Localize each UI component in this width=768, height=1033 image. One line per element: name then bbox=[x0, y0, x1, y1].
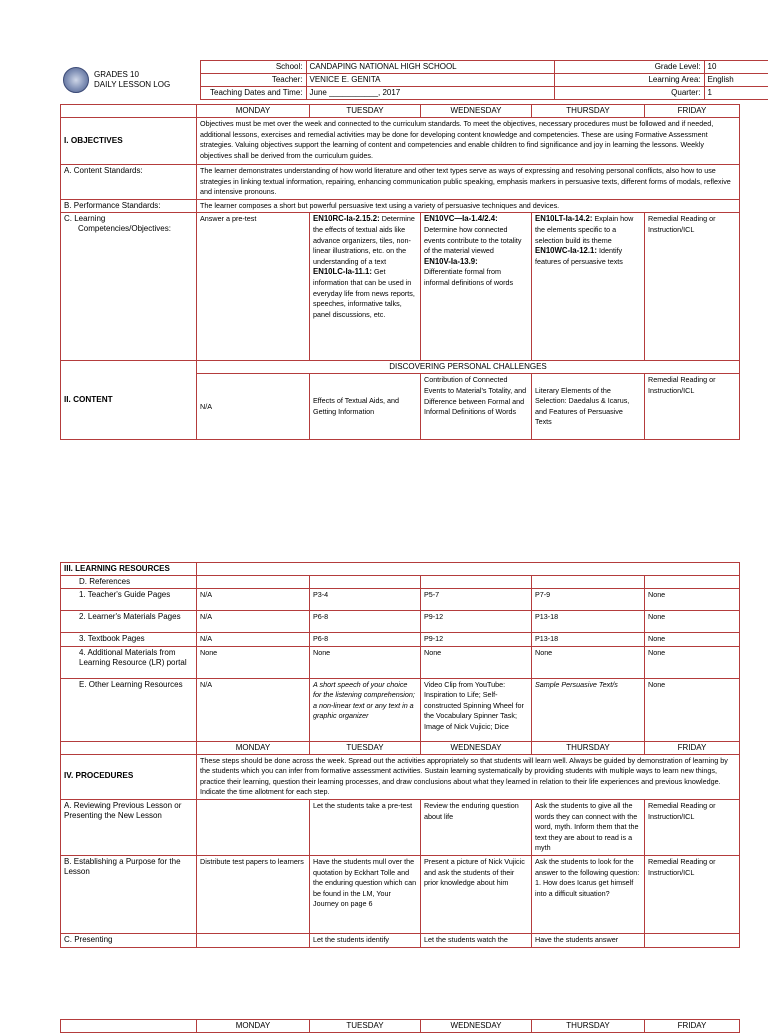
resource-row-label: 3. Textbook Pages bbox=[61, 633, 197, 647]
objectives-content-table bbox=[60, 104, 740, 440]
competencies-thursday: EN10LT-Ia-14.2: Explain how the elements specific to a selection build its theme EN10WC-Ia-12.1: Identify features of persuasive texts bbox=[532, 213, 645, 361]
performance-standards-text: The learner composes a short but powerful persuasive text using a variety of persuasive techniques and devices. bbox=[197, 199, 740, 213]
table-row: 1. Teacher's Guide Pages N/A P3-4 P5-7 P7-9 None bbox=[61, 589, 740, 611]
learning-area-value: English bbox=[704, 74, 768, 87]
log-title: DAILY LESSON LOG bbox=[94, 80, 171, 89]
purpose-monday: Distribute test papers to learners bbox=[197, 855, 310, 933]
teacher-value: VENICE E. GENITA bbox=[306, 74, 554, 87]
day-header-tuesday: TUESDAY bbox=[310, 1020, 421, 1033]
references-label: D. References bbox=[61, 576, 197, 589]
learning-area-label: Learning Area: bbox=[554, 74, 704, 87]
presenting-friday bbox=[645, 933, 740, 947]
procedures-text: These steps should be done across the week. Spread out the activities appropriately so that students will learn well. Always be guided by demonstration of learning by the students which you can infer from formative assessment activities. Sustain learning systematically by providing students with multiple ways to learn new things, practice their learning, question their learning processes, and draw conclusions about what they learned in relation to their life experiences and previous knowledge. Indicate the time allotment for each step. bbox=[197, 754, 740, 799]
content-label: II. CONTENT bbox=[61, 361, 197, 440]
resource-row-label: 1. Teacher's Guide Pages bbox=[61, 589, 197, 611]
content-theme: DISCOVERING PERSONAL CHALLENGES bbox=[197, 361, 740, 374]
other-resources-label: E. Other Learning Resources bbox=[61, 678, 197, 741]
other-resources-wednesday: Video Clip from YouTube: Inspiration to Life; Self-constructed Spinning Wheel for the Vocabulary Spinner Task; Image of Nick Vujicic; Dice bbox=[421, 678, 532, 741]
table-row: 4. Additional Materials from Learning Resource (LR) portal None None None None None bbox=[61, 646, 740, 678]
presenting-thursday: Have the students answer bbox=[532, 933, 645, 947]
day-header-thursday: THURSDAY bbox=[532, 1020, 645, 1033]
content-thursday: Literary Elements of the Selection: Daedalus & Icarus, and Features of Persuasive Texts bbox=[532, 374, 645, 440]
day-header-friday: FRIDAY bbox=[645, 741, 740, 754]
reviewing-wednesday: Review the enduring question about life bbox=[421, 799, 532, 855]
day-header-thursday: THURSDAY bbox=[532, 741, 645, 754]
presenting-wednesday: Let the students watch the bbox=[421, 933, 532, 947]
resource-row-label: 2. Learner's Materials Pages bbox=[61, 611, 197, 633]
presenting-label: C. Presenting bbox=[61, 933, 197, 947]
grade-title: GRADES 10 bbox=[94, 70, 139, 79]
resources-procedures-table bbox=[60, 562, 740, 948]
deped-seal-icon bbox=[63, 67, 89, 93]
purpose-thursday: Ask the students to look for the answer to the following question: 1. How does Icarus get himself into a difficult situation? bbox=[532, 855, 645, 933]
content-standards-text: The learner demonstrates understanding of how world literature and other text types serve as ways of expressing and resolving personal conflicts, also how to use strategies in linking textual information, repairing, enhancing communication public speaking, emphasis markers in persuasive texts, different forms of modals, reflexive and intensive pronouns. bbox=[197, 165, 740, 200]
quarter-value: 1 bbox=[704, 87, 768, 100]
resource-row-label: 4. Additional Materials from Learning Resource (LR) portal bbox=[61, 646, 197, 678]
other-resources-friday: None bbox=[645, 678, 740, 741]
school-value: CANDAPING NATIONAL HIGH SCHOOL bbox=[306, 61, 554, 74]
day-header-monday: MONDAY bbox=[197, 1020, 310, 1033]
lesson-log-header bbox=[60, 60, 768, 100]
table-row: 3. Textbook Pages N/A P6-8 P9-12 P13-18 None bbox=[61, 633, 740, 647]
competencies-monday: Answer a pre-test bbox=[197, 213, 310, 361]
grade-level-value: 10 bbox=[704, 61, 768, 74]
procedures-label: IV. PROCEDURES bbox=[61, 754, 197, 799]
purpose-label: B. Establishing a Purpose for the Lesson bbox=[61, 855, 197, 933]
dates-label: Teaching Dates and Time: bbox=[200, 87, 306, 100]
objectives-label: I. OBJECTIVES bbox=[61, 118, 197, 165]
day-header-tuesday: TUESDAY bbox=[310, 105, 421, 118]
teacher-label: Teacher: bbox=[200, 74, 306, 87]
reviewing-monday bbox=[197, 799, 310, 855]
day-header-wednesday: WEDNESDAY bbox=[421, 741, 532, 754]
day-header-monday: MONDAY bbox=[197, 105, 310, 118]
day-header-friday: FRIDAY bbox=[645, 1020, 740, 1033]
competencies-tuesday: EN10RC-Ia-2.15.2: Determine the effects of textual aids like advance organizers, tiles, non-linear illustrations, etc. on the understanding of a text EN10LC-Ia-11.1: Get information that can be used in everyday life from news reports, speeches, informative talks, panel discussions, etc. bbox=[310, 213, 421, 361]
reviewing-thursday: Ask the students to give all the words they can connect with the word, myth. Inform them that the text they are about to read is a myth bbox=[532, 799, 645, 855]
other-resources-tuesday: A short speech of your choice for the listening comprehension; a non-linear text or any text in a graphic organizer bbox=[310, 678, 421, 741]
day-header-thursday: THURSDAY bbox=[532, 105, 645, 118]
next-page-table bbox=[60, 1019, 740, 1033]
content-standards-label: A. Content Standards: bbox=[61, 165, 197, 200]
purpose-wednesday: Present a picture of Nick Vujicic and ask the students of their prior knowledge about him bbox=[421, 855, 532, 933]
competencies-wednesday: EN10VC—Ia-1.4/2.4: Determine how connected events contribute to the totality of the material viewed EN10V-Ia-13.9: Differentiate formal from informal definitions of words bbox=[421, 213, 532, 361]
competencies-label: C. Learning Competencies/Objectives: bbox=[61, 213, 197, 361]
reviewing-lesson-label: A. Reviewing Previous Lesson or Presenting the New Lesson bbox=[61, 799, 197, 855]
content-wednesday: Contribution of Connected Events to Material's Totality, and Difference between Formal and Informal Definitions of Words bbox=[421, 374, 532, 440]
reviewing-friday: Remedial Reading or Instruction/ICL bbox=[645, 799, 740, 855]
other-resources-monday: N/A bbox=[197, 678, 310, 741]
day-header-wednesday: WEDNESDAY bbox=[421, 105, 532, 118]
reviewing-tuesday: Let the students take a pre-test bbox=[310, 799, 421, 855]
purpose-friday: Remedial Reading or Instruction/ICL bbox=[645, 855, 740, 933]
content-tuesday: Effects of Textual Aids, and Getting Information bbox=[310, 374, 421, 440]
competencies-friday: Remedial Reading or Instruction/ICL bbox=[645, 213, 740, 361]
day-header-friday: FRIDAY bbox=[645, 105, 740, 118]
header-brand bbox=[60, 61, 200, 100]
day-header-tuesday: TUESDAY bbox=[310, 741, 421, 754]
quarter-label: Quarter: bbox=[554, 87, 704, 100]
table-row: 2. Learner's Materials Pages N/A P6-8 P9-12 P13-18 None bbox=[61, 611, 740, 633]
purpose-tuesday: Have the students mull over the quotation by Eckhart Tolle and the enduring question which can be found in the LM, Your Journey on page 6 bbox=[310, 855, 421, 933]
content-monday: N/A bbox=[197, 374, 310, 440]
dates-value: June ___________, 2017 bbox=[306, 87, 554, 100]
content-friday: Remedial Reading or Instruction/ICL bbox=[645, 374, 740, 440]
performance-standards-label: B. Performance Standards: bbox=[61, 199, 197, 213]
objectives-text: Objectives must be met over the week and connected to the curriculum standards. To meet the objectives, necessary procedures must be followed and if needed, additional lessons, exercises and remedial activities may be done for developing content knowledge and competencies. These are using Formative Assessment strategies. Valuing objectives support the learning of content and competencies and enable children to find significance and joy in learning the lessons. Weekly objectives shall be derived from the curriculum guides. bbox=[197, 118, 740, 165]
day-header-monday: MONDAY bbox=[197, 741, 310, 754]
school-label: School: bbox=[200, 61, 306, 74]
presenting-monday bbox=[197, 933, 310, 947]
presenting-tuesday: Let the students identify bbox=[310, 933, 421, 947]
resources-label: III. LEARNING RESOURCES bbox=[61, 563, 197, 576]
grade-level-label: Grade Level: bbox=[554, 61, 704, 74]
other-resources-thursday: Sample Persuasive Text/s bbox=[532, 678, 645, 741]
day-header-wednesday: WEDNESDAY bbox=[421, 1020, 532, 1033]
